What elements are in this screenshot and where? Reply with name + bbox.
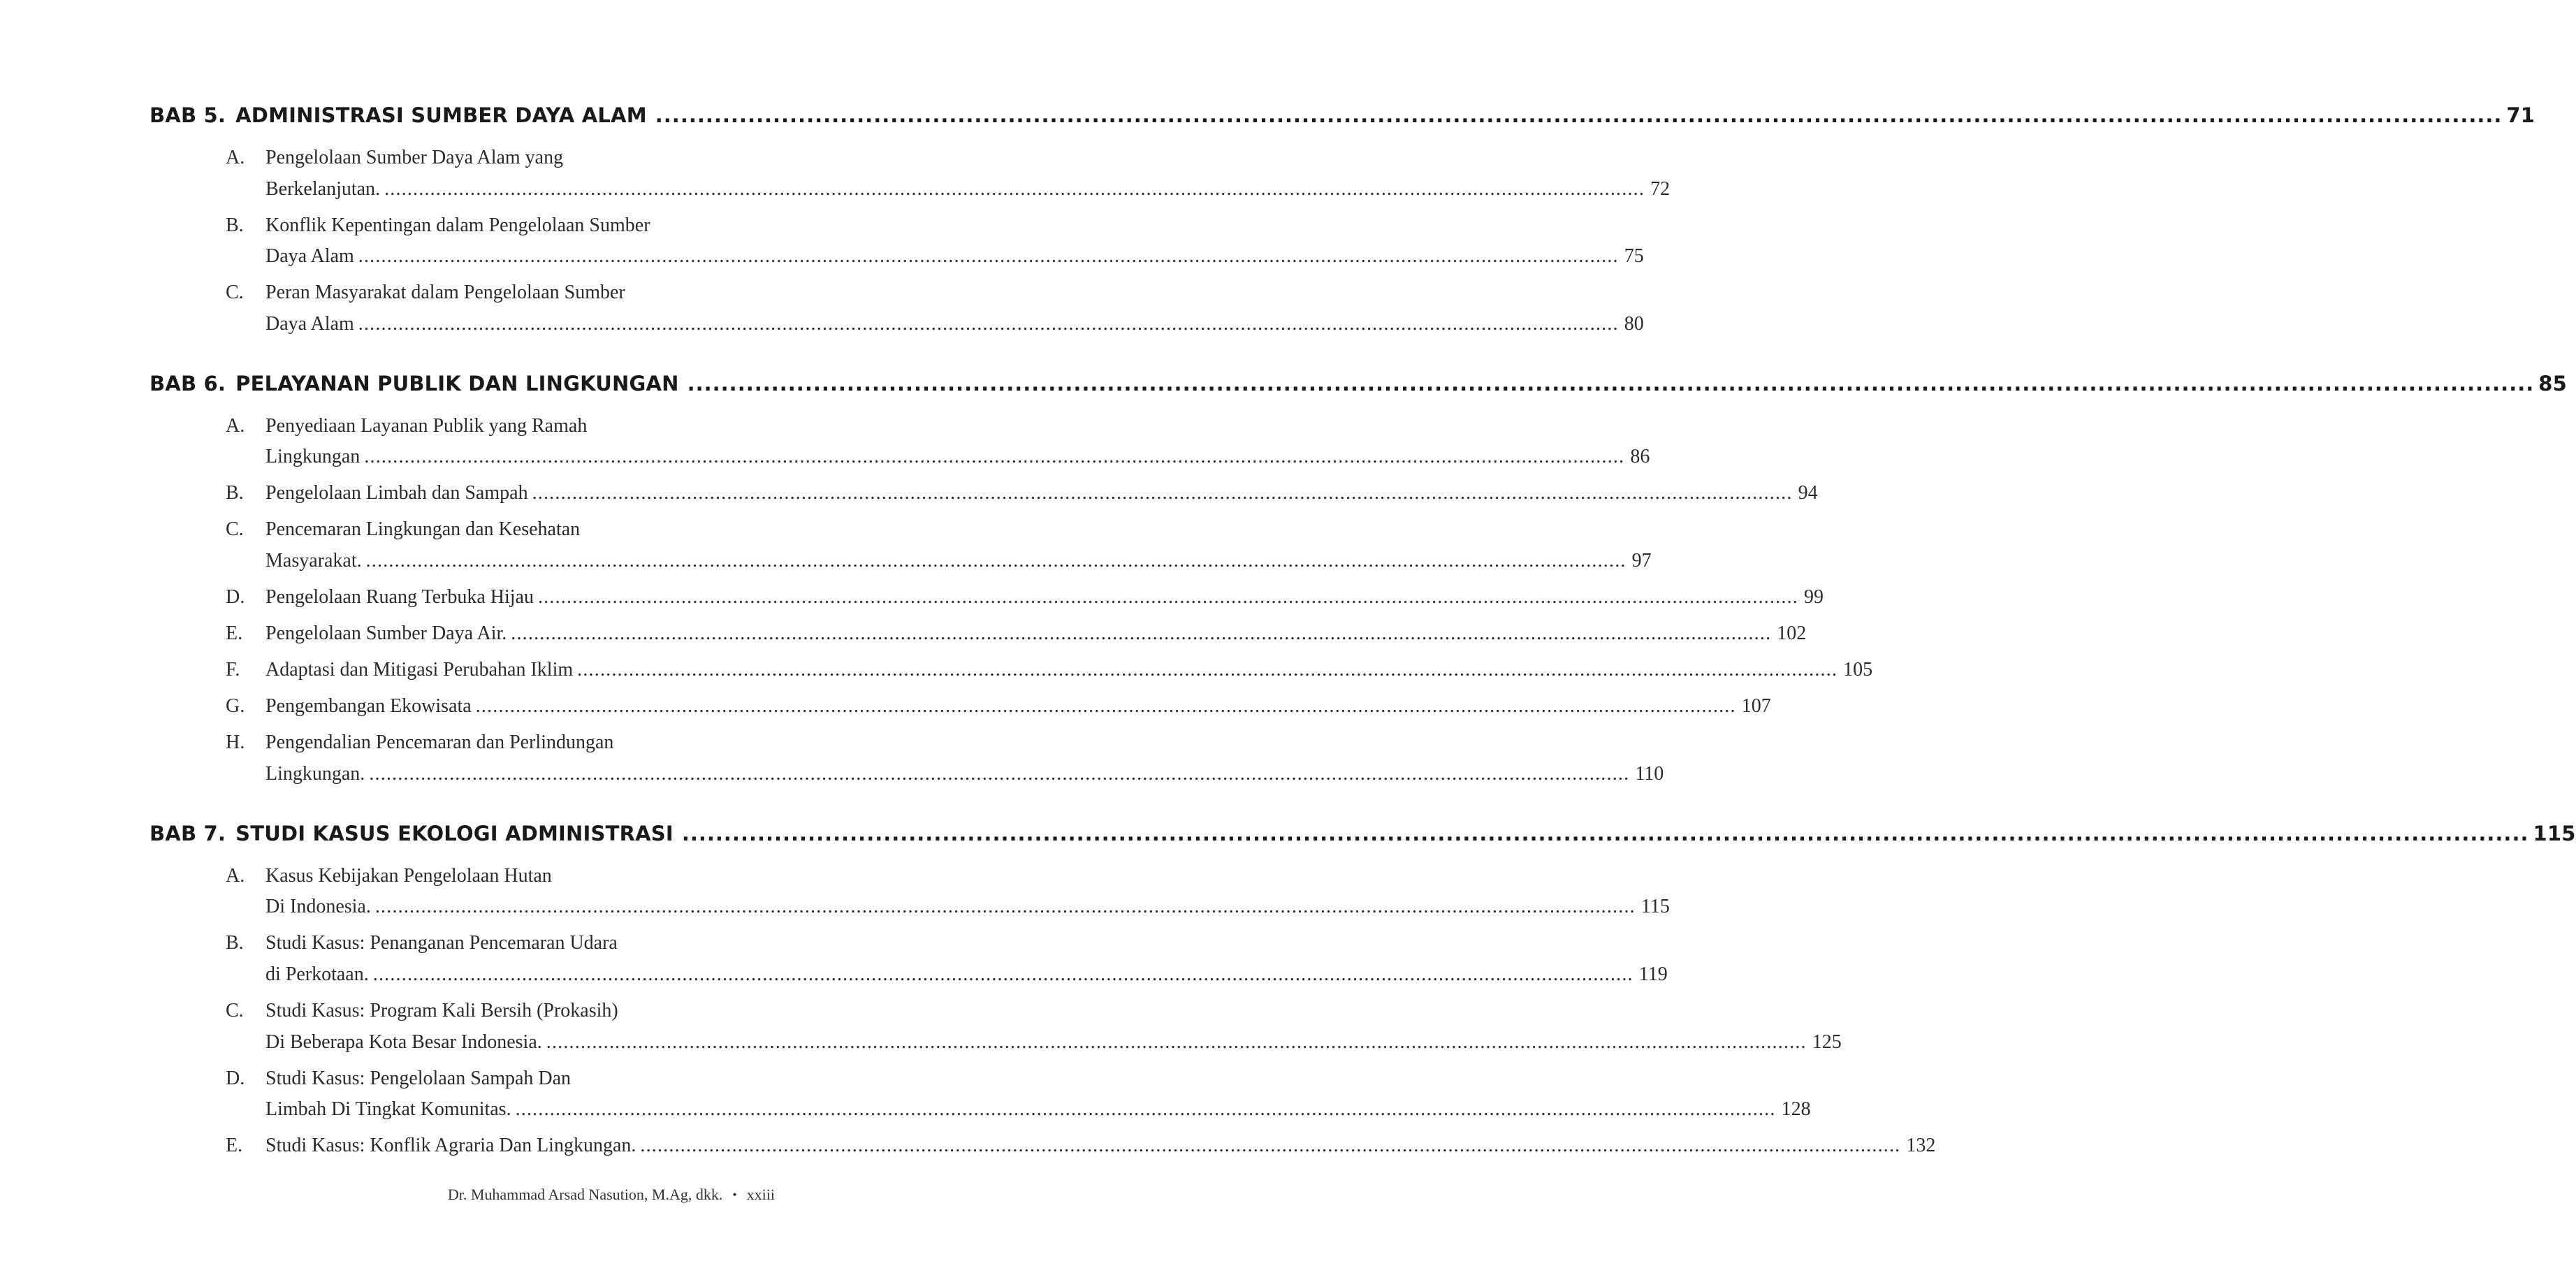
entry-title-text: Studi Kasus: Konflik Agraria Dan Lingkungan. (265, 1135, 636, 1157)
entry-line (265, 928, 744, 959)
chapter-page-number: 71 (2506, 103, 2535, 127)
footer-page-number: xxiii (746, 1186, 775, 1203)
footer-bullet: • (732, 1187, 737, 1202)
dot-leader: ............................................................................................................................................................................................................................ (358, 312, 1619, 335)
dot-leader: ............................................................................................................................................................................................................................ (546, 1031, 1807, 1053)
entry-letter: D. (226, 586, 245, 609)
entry-line (265, 655, 1873, 686)
entry-line (265, 861, 744, 892)
chapter-title: STUDI KASUS EKOLOGI ADMINISTRASI (235, 821, 674, 845)
table-of-contents (150, 103, 2576, 1162)
dot-leader: ............................................................................................................................................................................................................................ (681, 821, 2529, 845)
dot-leader: ............................................................................................................................................................................................................................ (640, 1135, 1901, 1157)
entry-title-text: Pencemaran Lingkungan dan Kesehatan (265, 518, 581, 541)
entry-line (265, 759, 1664, 790)
entry-page-number: 110 (1635, 763, 1664, 785)
toc-entry (150, 210, 1644, 272)
entry-page-number: 86 (1630, 446, 1650, 468)
chapter-title: PELAYANAN PUBLIK DAN LINGKUNGAN (235, 371, 679, 395)
entry-line (265, 1027, 1842, 1058)
entry-line (265, 411, 744, 442)
entry-title-text: Peran Masyarakat dalam Pengelolaan Sumber (265, 282, 625, 304)
entry-title-text: Daya Alam (265, 245, 354, 268)
entry-letter: A. (226, 147, 245, 168)
dot-leader: ............................................................................................................................................................................................................................ (374, 896, 1636, 918)
dot-leader: ............................................................................................................................................................................................................................ (655, 103, 2503, 127)
entry-line (265, 1094, 1811, 1126)
entry-page-number: 132 (1906, 1135, 1936, 1157)
chapter-number: BAB 6. (150, 371, 226, 395)
entry-line (265, 442, 1650, 473)
page-footer (448, 1186, 775, 1204)
entry-line (265, 1130, 1936, 1162)
entry-title-text: Lingkungan (265, 446, 361, 468)
entry-page-number: 107 (1741, 695, 1771, 718)
entry-page-number: 125 (1812, 1031, 1842, 1053)
toc-entry (150, 411, 1650, 473)
entry-page-number: 128 (1781, 1098, 1811, 1121)
entry-title-text: Pengembangan Ekowisata (265, 695, 472, 718)
dot-leader: ............................................................................................................................................................................................................................ (364, 446, 1625, 468)
entry-body (265, 996, 1842, 1058)
entry-title-text: Kasus Kebijakan Pengelolaan Hutan (265, 864, 552, 887)
entry-body (265, 1130, 1936, 1162)
entry-page-number: 102 (1777, 623, 1807, 645)
entry-letter: G. (226, 695, 245, 718)
footer-author: Dr. Muhammad Arsad Nasution, M.Ag, dkk. (447, 1186, 723, 1203)
toc-entry (150, 514, 1652, 576)
toc-entry (150, 478, 1818, 509)
toc-entry (150, 691, 1771, 722)
toc-entry (150, 143, 1671, 205)
entry-page-number: 115 (1640, 896, 1670, 918)
toc-entry (150, 861, 1670, 923)
entry-line (265, 309, 1644, 340)
dot-leader: ............................................................................................................................................................................................................................ (577, 659, 1838, 681)
entry-letter: B. (226, 214, 244, 236)
entry-body (265, 478, 1818, 509)
entry-page-number: 75 (1624, 245, 1644, 268)
chapter-section (150, 821, 2576, 1162)
entry-line (265, 582, 1824, 613)
entry-title-text: di Perkotaan. (265, 963, 369, 985)
toc-entry (150, 277, 1644, 340)
entry-title-text: Di Beberapa Kota Besar Indonesia. (265, 1031, 542, 1053)
entry-page-number: 99 (1803, 586, 1824, 609)
entry-title-text: Pengelolaan Limbah dan Sampah (265, 482, 528, 504)
entry-page-number: 97 (1631, 549, 1652, 572)
entry-letter: H. (226, 732, 245, 754)
entry-page-number: 72 (1650, 177, 1671, 200)
dot-leader: ............................................................................................................................................................................................................................ (511, 623, 1772, 645)
toc-entry (150, 996, 1842, 1058)
entry-line (265, 892, 1670, 923)
entry-title-text: Masyarakat. (265, 549, 362, 572)
chapter-number: BAB 7. (150, 821, 226, 845)
entry-body (265, 277, 1644, 340)
chapter-page-number: 85 (2538, 371, 2568, 395)
entry-title-text: Studi Kasus: Penanganan Pencemaran Udara (265, 932, 618, 954)
dot-leader: ............................................................................................................................................................................................................................ (384, 177, 1645, 200)
toc-entry (150, 928, 1668, 990)
entry-page-number: 119 (1638, 963, 1668, 985)
entry-letter: C. (226, 999, 244, 1021)
entry-title-text: Di Indonesia. (265, 896, 371, 918)
entry-title-text: Studi Kasus: Pengelolaan Sampah Dan (265, 1067, 572, 1089)
entry-line (265, 618, 1807, 650)
entry-title-text: Berkelanjutan. (265, 177, 381, 200)
entry-body (265, 411, 1650, 473)
entry-title-text: Penyediaan Layanan Publik yang Ramah (265, 414, 588, 437)
entry-title-text: Lingkungan. (265, 763, 365, 785)
toc-entry (150, 1063, 1811, 1126)
toc-entry (150, 1130, 1936, 1162)
entry-line (265, 241, 1644, 272)
dot-leader: ............................................................................................................................................................................................................................ (369, 763, 1630, 785)
entry-page-number: 80 (1624, 312, 1644, 335)
entry-page-number: 94 (1798, 482, 1818, 504)
entry-letter: D. (226, 1067, 245, 1089)
entry-body (265, 928, 1668, 990)
entry-body (265, 727, 1664, 790)
entry-letter: F. (226, 659, 240, 681)
entry-line (265, 514, 744, 546)
entry-line (265, 143, 744, 174)
dot-leader: ............................................................................................................................................................................................................................ (358, 245, 1619, 268)
entry-line (265, 691, 1771, 722)
entry-body (265, 514, 1652, 576)
entry-title-text: Limbah Di Tingkat Komunitas. (265, 1098, 511, 1121)
entry-line (265, 546, 1652, 577)
entry-body (265, 143, 1671, 205)
entry-title-text: Pengelolaan Ruang Terbuka Hijau (265, 586, 534, 609)
chapter-section (150, 371, 2568, 790)
chapter-number: BAB 5. (150, 103, 226, 127)
entry-title-text: Konflik Kepentingan dalam Pengelolaan Sumber (265, 214, 650, 236)
entry-letter: C. (226, 518, 244, 541)
toc-entry (150, 618, 1807, 650)
entry-line (265, 996, 744, 1027)
chapter-section (150, 103, 2535, 340)
chapter-title: ADMINISTRASI SUMBER DAYA ALAM (235, 103, 647, 127)
entry-line (265, 210, 744, 242)
entry-letter: A. (226, 864, 245, 887)
toc-entry (150, 582, 1824, 613)
entry-body (265, 210, 1644, 272)
entry-line (265, 1063, 744, 1095)
entry-title-text: Daya Alam (265, 312, 354, 335)
entry-letter: E. (226, 623, 243, 645)
dot-leader: ............................................................................................................................................................................................................................ (532, 482, 1793, 504)
entry-line (265, 277, 744, 309)
entry-letter: B. (226, 932, 244, 954)
entry-title-text: Adaptasi dan Mitigasi Perubahan Iklim (265, 659, 574, 681)
entry-line (265, 727, 744, 759)
dot-leader: ............................................................................................................................................................................................................................ (687, 371, 2535, 395)
entry-body (265, 582, 1824, 613)
dot-leader: ............................................................................................................................................................................................................................ (475, 695, 1736, 718)
entry-body (265, 655, 1873, 686)
chapter-page-number: 115 (2533, 821, 2576, 845)
chapter-heading (150, 103, 2535, 143)
dot-leader: ............................................................................................................................................................................................................................ (537, 586, 1798, 609)
toc-entry (150, 727, 1664, 790)
toc-entry (150, 655, 1873, 686)
entry-body (265, 861, 1670, 923)
entry-letter: A. (226, 414, 245, 437)
entry-line (265, 174, 1671, 205)
entry-title-text: Pengelolaan Sumber Daya Alam yang (265, 147, 564, 168)
entry-body (265, 1063, 1811, 1126)
dot-leader: ............................................................................................................................................................................................................................ (515, 1098, 1776, 1121)
entry-page-number: 105 (1843, 659, 1873, 681)
entry-line (265, 478, 1818, 509)
entry-letter: E. (226, 1135, 243, 1157)
dot-leader: ............................................................................................................................................................................................................................ (365, 549, 1627, 572)
entry-title-text: Pengelolaan Sumber Daya Air. (265, 623, 507, 645)
entry-body (265, 618, 1807, 650)
dot-leader: ............................................................................................................................................................................................................................ (372, 963, 1633, 985)
chapter-heading (150, 371, 2568, 411)
entry-title-text: Studi Kasus: Program Kali Bersih (Prokasih) (265, 999, 618, 1021)
entry-letter: B. (226, 482, 244, 504)
entry-line (265, 959, 1668, 991)
chapter-heading (150, 821, 2576, 861)
entry-body (265, 691, 1771, 722)
entry-letter: C. (226, 282, 244, 304)
entry-title-text: Pengendalian Pencemaran dan Perlindungan (265, 732, 614, 754)
